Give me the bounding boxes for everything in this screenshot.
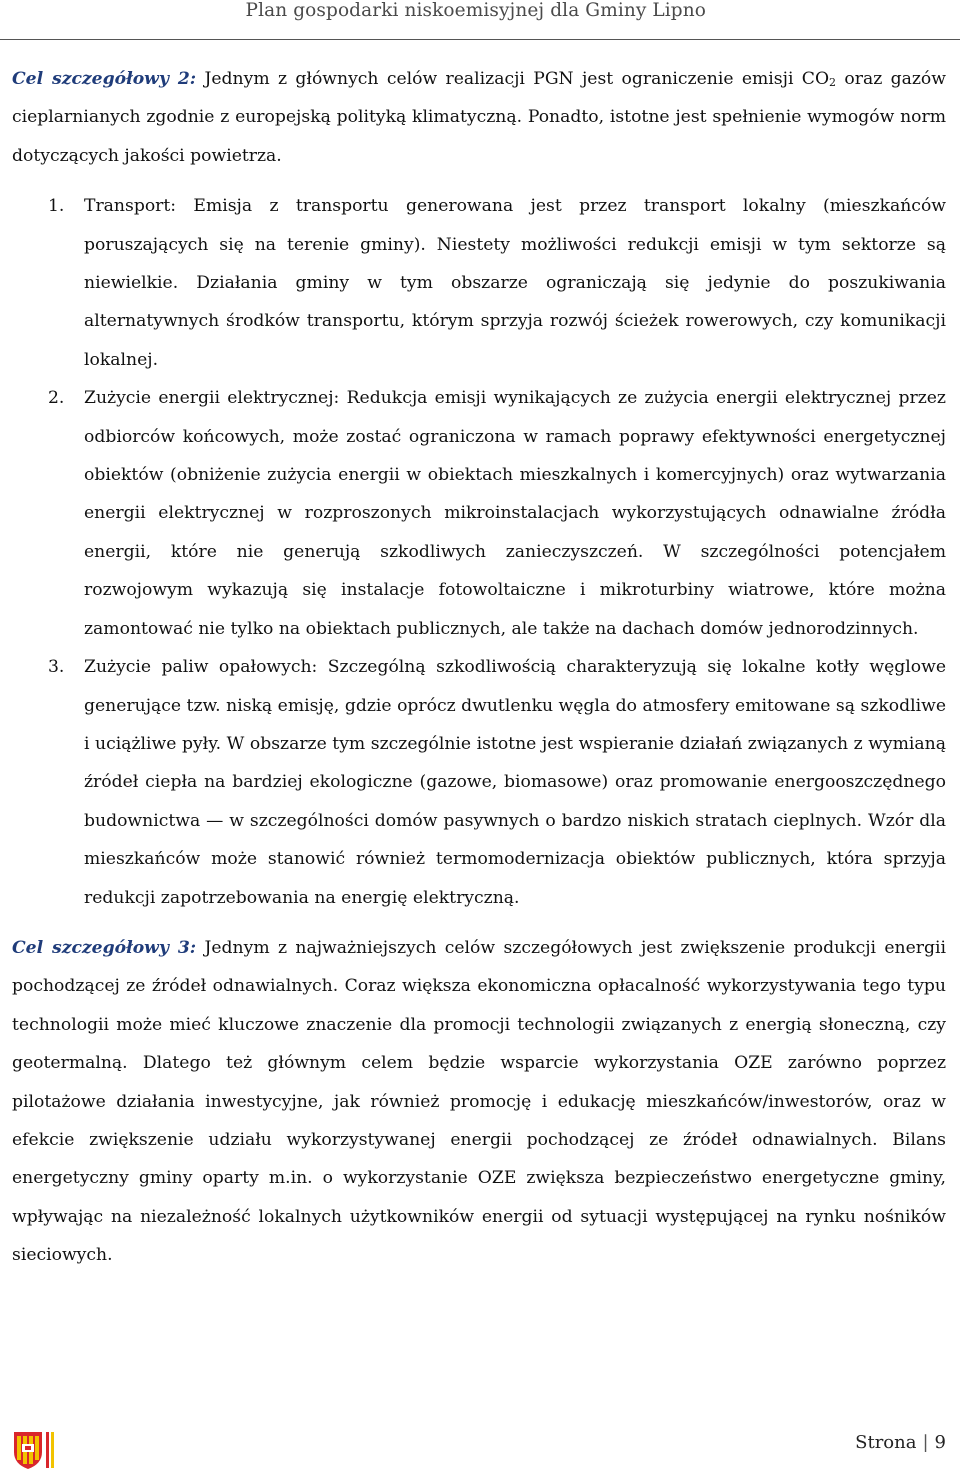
list-item-number: 3. <box>48 657 65 678</box>
document-body <box>12 60 946 1275</box>
list-item <box>12 379 946 648</box>
list-item-text: Zużycie paliw opałowych: Szczególną szkodliwością charakteryzują się lokalne kotły węglowe generujące tzw. niską emisję, gdzie oprócz dwutlenku węgla do atmosfery emitowane są szkodliwe i uciążliwe pyły. W obszarze tym szczególnie istotne jest wspieranie działań związanych z wymianą źródeł ciepła na bardziej ekologiczne (gazowe, biomasowe) oraz promowanie energooszczędnego budownictwa — w szczególności domów pasywnych o bardzo niskich stratach cieplnych. Wzór dla mieszkańców może stanowić również termomodernizacja obiektów publicznych, która sprzyja redukcji zapotrzebowania na energię elektryczną. <box>84 657 946 908</box>
goal-2-text-before: Jednym z głównych celów realizacji PGN jest ograniczenie emisji CO <box>196 69 830 89</box>
goal-3-paragraph <box>12 929 946 1275</box>
list-item <box>12 648 946 917</box>
goal-3-text: Jednym z najważniejszych celów szczegółowych jest zwiększenie produkcji energii pochodzącej ze źródeł odnawialnych. Coraz większa ekonomiczna opłacalność wykorzystywania tego typu technologii może mieć kluczowe znaczenie dla promocji technologii związanych z energią słoneczną, czy geotermalną. Dlatego też głównym celem będzie wsparcie wykorzystania OZE zarówno poprzez pilotażowe działania inwestycyjne, jak również promocję i edukację mieszkańców/inwestorów, oraz w efekcie zwiększenie udziału wykorzystywanej energii pochodzącej ze źródeł odnawialnych. Bilans energetyczny gminy oparty m.in. o wykorzystanie OZE zwiększa bezpieczeństwo energetyczne gminy, wpływając na niezależność lokalnych użytkowników energii od sytuacji występującej na rynku nośników sieciowych. <box>12 937 946 1266</box>
page-label: Strona <box>855 1432 917 1453</box>
list-item-number: 1. <box>48 196 65 217</box>
page-number-value: 9 <box>934 1432 946 1453</box>
coat-of-arms-icon <box>12 1430 60 1470</box>
goal-2-lead: Cel szczegółowy 2: <box>12 69 197 89</box>
page-separator: | <box>922 1432 929 1453</box>
goal-2-paragraph <box>12 60 946 175</box>
list-item-text: Transport: Emisja z transportu generowana jest przez transport lokalny (mieszkańców poruszających się na terenie gminy). Niestety możliwości redukcji emisji w tym sektorze są niewielkie. Działania gminy w tym obszarze ograniczają się jedynie do poszukiwania alternatywnych środków transportu, którym sprzyja rozwój ścieżek rowerowych, czy komunikacji lokalnej. <box>84 196 946 370</box>
goal-2-text-after: oraz gazów cieplarnianych zgodnie z europejską polityką klimatyczną. Ponadto, istotne jest spełnienie wymogów norm dotyczących jakości powietrza. <box>12 69 946 166</box>
co2-subscript: 2 <box>829 76 837 89</box>
list-item <box>12 187 946 379</box>
list-item-number: 2. <box>48 388 65 409</box>
emission-sectors-list <box>12 187 946 917</box>
page-number <box>855 1432 946 1454</box>
document-title: Plan gospodarki niskoemisyjnej dla Gminy Lipno <box>245 0 706 21</box>
goal-3-lead: Cel szczegółowy 3: <box>12 937 197 958</box>
list-item-text: Zużycie energii elektrycznej: Redukcja emisji wynikających ze zużycia energii elektrycznej przez odbiorców końcowych, może zostać ograniczona w ramach poprawy efektywności energetycznej obiektów (obniżenie zużycia energii w obiektach mieszkalnych i komercyjnych) oraz wytwarzania energii elektrycznej w rozproszonych mikroinstalacjach wykorzystujących odnawialne źródła energii, które nie generują szkodliwych zanieczyszczeń. W szczególności potencjałem rozwojowym wykazują się instalacje fotowoltaiczne i mikroturbiny wiatrowe, które można zamontować nie tylko na obiektach publicznych, ale także na dachach domów jednorodzinnych. <box>84 388 946 639</box>
page-header <box>0 0 960 40</box>
